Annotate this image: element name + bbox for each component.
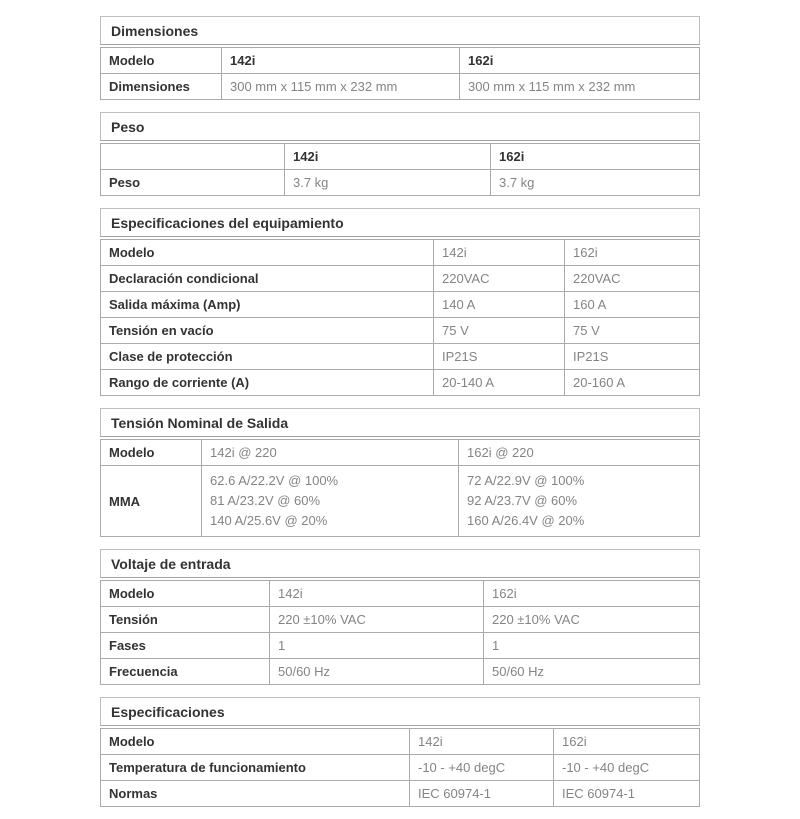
value-cell: 3.7 kg (491, 170, 700, 196)
table-row (101, 144, 700, 170)
section-peso (100, 112, 700, 196)
spec-sheet (100, 16, 700, 807)
value-cell: 1 (484, 633, 700, 659)
value-cell: IEC 60974-1 (410, 781, 554, 807)
value-cell: 162i (484, 581, 700, 607)
value-cell: 140 A (434, 292, 565, 318)
value-cell: -10 - +40 degC (410, 755, 554, 781)
value-cell: 220VAC (565, 266, 700, 292)
value-cell: 300 mm x 115 mm x 232 mm (460, 74, 700, 100)
table-row (101, 370, 700, 396)
row-label: Tensión en vacío (101, 318, 434, 344)
table-row (101, 240, 700, 266)
value-cell: 142i (410, 729, 554, 755)
mma-ratings-cell (202, 466, 459, 537)
rating-line: 72 A/22.9V @ 100% (467, 473, 585, 488)
table-row (101, 581, 700, 607)
value-cell: 142i (434, 240, 565, 266)
table-row (101, 48, 700, 74)
table-row (101, 607, 700, 633)
model-cell: 162i (460, 48, 700, 74)
row-label: Modelo (101, 440, 202, 466)
table-row (101, 318, 700, 344)
section-title: Especificaciones del equipamiento (100, 208, 700, 237)
table-row (101, 74, 700, 100)
section-title: Dimensiones (100, 16, 700, 45)
section-especificaciones-equipamiento (100, 208, 700, 396)
section-title: Especificaciones (100, 697, 700, 726)
row-label (101, 144, 285, 170)
table-row (101, 781, 700, 807)
table-row (101, 659, 700, 685)
value-cell: 220 ±10% VAC (484, 607, 700, 633)
value-cell: 50/60 Hz (484, 659, 700, 685)
row-label: Clase de protección (101, 344, 434, 370)
table-row (101, 266, 700, 292)
section-especificaciones (100, 697, 700, 807)
row-label: Fases (101, 633, 270, 659)
value-cell: 20-160 A (565, 370, 700, 396)
section-title: Tensión Nominal de Salida (100, 408, 700, 437)
row-label: Temperatura de funcionamiento (101, 755, 410, 781)
value-cell: 1 (270, 633, 484, 659)
spec-table (100, 728, 700, 807)
table-row (101, 466, 700, 537)
row-label: Modelo (101, 729, 410, 755)
section-voltaje-entrada (100, 549, 700, 685)
row-label: Modelo (101, 48, 222, 74)
value-cell: -10 - +40 degC (554, 755, 700, 781)
section-title: Voltaje de entrada (100, 549, 700, 578)
table-row (101, 440, 700, 466)
value-cell: 75 V (565, 318, 700, 344)
value-cell: 142i @ 220 (202, 440, 459, 466)
table-row (101, 633, 700, 659)
section-title: Peso (100, 112, 700, 141)
value-cell: 20-140 A (434, 370, 565, 396)
table-row (101, 292, 700, 318)
model-cell: 142i (222, 48, 460, 74)
value-cell: IP21S (434, 344, 565, 370)
rating-line: 140 A/25.6V @ 20% (210, 513, 328, 528)
spec-table (100, 439, 700, 537)
row-label: MMA (101, 466, 202, 537)
row-label: Dimensiones (101, 74, 222, 100)
row-label: Modelo (101, 581, 270, 607)
rating-line: 160 A/26.4V @ 20% (467, 513, 585, 528)
spec-table (100, 47, 700, 100)
value-cell: 220 ±10% VAC (270, 607, 484, 633)
model-cell: 162i (491, 144, 700, 170)
row-label: Peso (101, 170, 285, 196)
row-label: Rango de corriente (A) (101, 370, 434, 396)
value-cell: 220VAC (434, 266, 565, 292)
row-label: Tensión (101, 607, 270, 633)
value-cell: 142i (270, 581, 484, 607)
value-cell: IP21S (565, 344, 700, 370)
value-cell: 162i (554, 729, 700, 755)
value-cell: 160 A (565, 292, 700, 318)
row-label: Modelo (101, 240, 434, 266)
model-cell: 142i (285, 144, 491, 170)
row-label: Declaración condicional (101, 266, 434, 292)
table-row (101, 344, 700, 370)
value-cell: 50/60 Hz (270, 659, 484, 685)
rating-line: 81 A/23.2V @ 60% (210, 493, 321, 508)
value-cell: 162i (565, 240, 700, 266)
row-label: Normas (101, 781, 410, 807)
spec-table (100, 580, 700, 685)
table-row (101, 755, 700, 781)
rating-line: 62.6 A/22.2V @ 100% (210, 473, 339, 488)
row-label: Salida máxima (Amp) (101, 292, 434, 318)
table-row (101, 729, 700, 755)
rating-line: 92 A/23.7V @ 60% (467, 493, 578, 508)
value-cell: 3.7 kg (285, 170, 491, 196)
spec-table (100, 143, 700, 196)
mma-ratings-cell (459, 466, 700, 537)
table-row (101, 170, 700, 196)
section-dimensiones (100, 16, 700, 100)
value-cell: 300 mm x 115 mm x 232 mm (222, 74, 460, 100)
section-tension-nominal-salida (100, 408, 700, 537)
spec-table (100, 239, 700, 396)
value-cell: 75 V (434, 318, 565, 344)
value-cell: 162i @ 220 (459, 440, 700, 466)
value-cell: IEC 60974-1 (554, 781, 700, 807)
row-label: Frecuencia (101, 659, 270, 685)
